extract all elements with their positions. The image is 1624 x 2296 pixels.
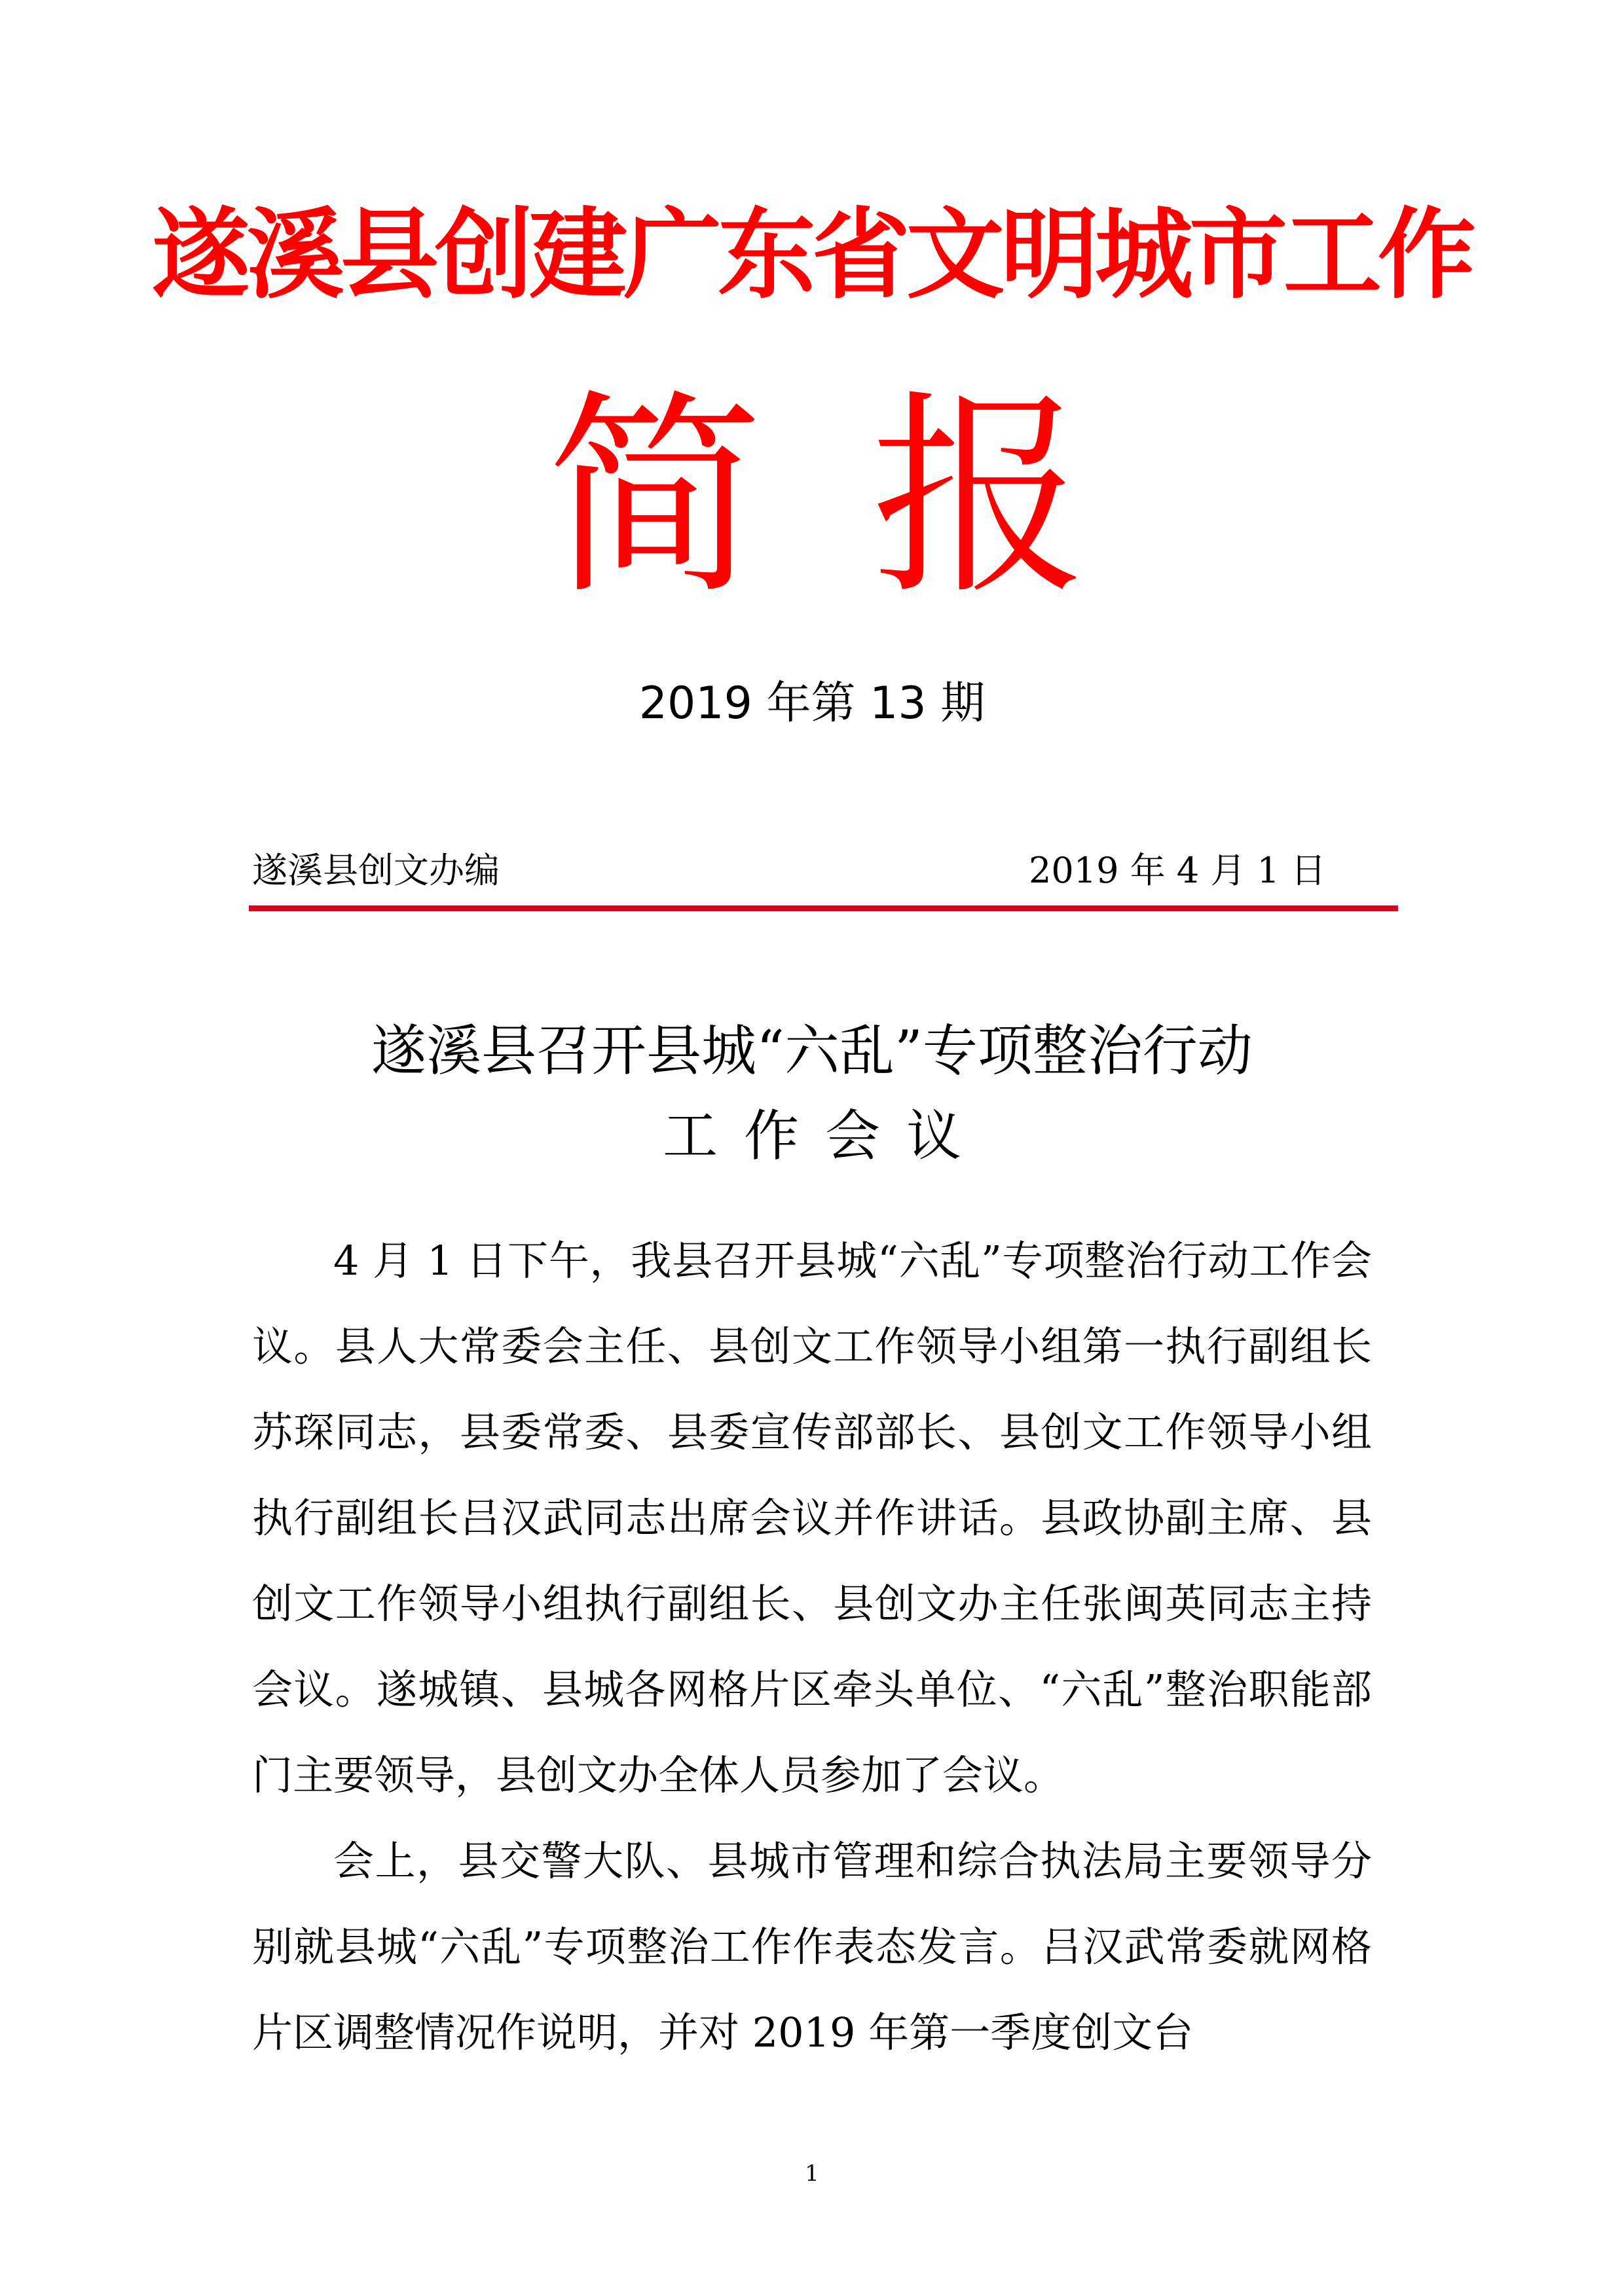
article-body bbox=[252, 1218, 1372, 2075]
paragraph: 4 月 1 日下午，我县召开县城“六乱”专项整治行动工作会议。县人大常委会主任、县创文工作领导小组第一执行副组长苏琛同志，县委常委、县委宣传部部长、县创文工作领导小组执行副组长吕汉武同志出席会议并作讲话。县政协副主席、县创文工作领导小组执行副组长、县创文办主任张闽英同志主持会议。遂城镇、县城各网格片区牵头单位、“六乱”整治职能部门主要领导，县创文办全体人员参加了会议。 bbox=[252, 1237, 1372, 1799]
article-title-line-1: 遂溪县召开县城“六乱”专项整治行动 bbox=[371, 1019, 1253, 1083]
article-title-line-2: 工作会议 bbox=[662, 1104, 987, 1168]
red-divider bbox=[249, 905, 1398, 911]
masthead-character-jian: 简 bbox=[547, 372, 763, 623]
publish-date: 2019 年 4 月 1 日 bbox=[1029, 850, 1326, 891]
page-number: 1 bbox=[805, 2160, 819, 2187]
issue-number: 2019 年第 13 期 bbox=[638, 678, 986, 729]
paragraph: 会上，县交警大队、县城市管理和综合执法局主要领导分别就县城“六乱”专项整治工作作表态发言。吕汉武常委就网格片区调整情况作说明，并对 2019 年第一季度创文台 bbox=[252, 1837, 1372, 2056]
masthead-title: 遂溪县创建广东省文明城市工作 bbox=[151, 198, 1472, 312]
editor-label: 遂溪县创文办编 bbox=[252, 850, 500, 891]
masthead-character-bao: 报 bbox=[871, 372, 1087, 623]
meta-row bbox=[252, 845, 1398, 897]
article-title bbox=[0, 1008, 1624, 1178]
